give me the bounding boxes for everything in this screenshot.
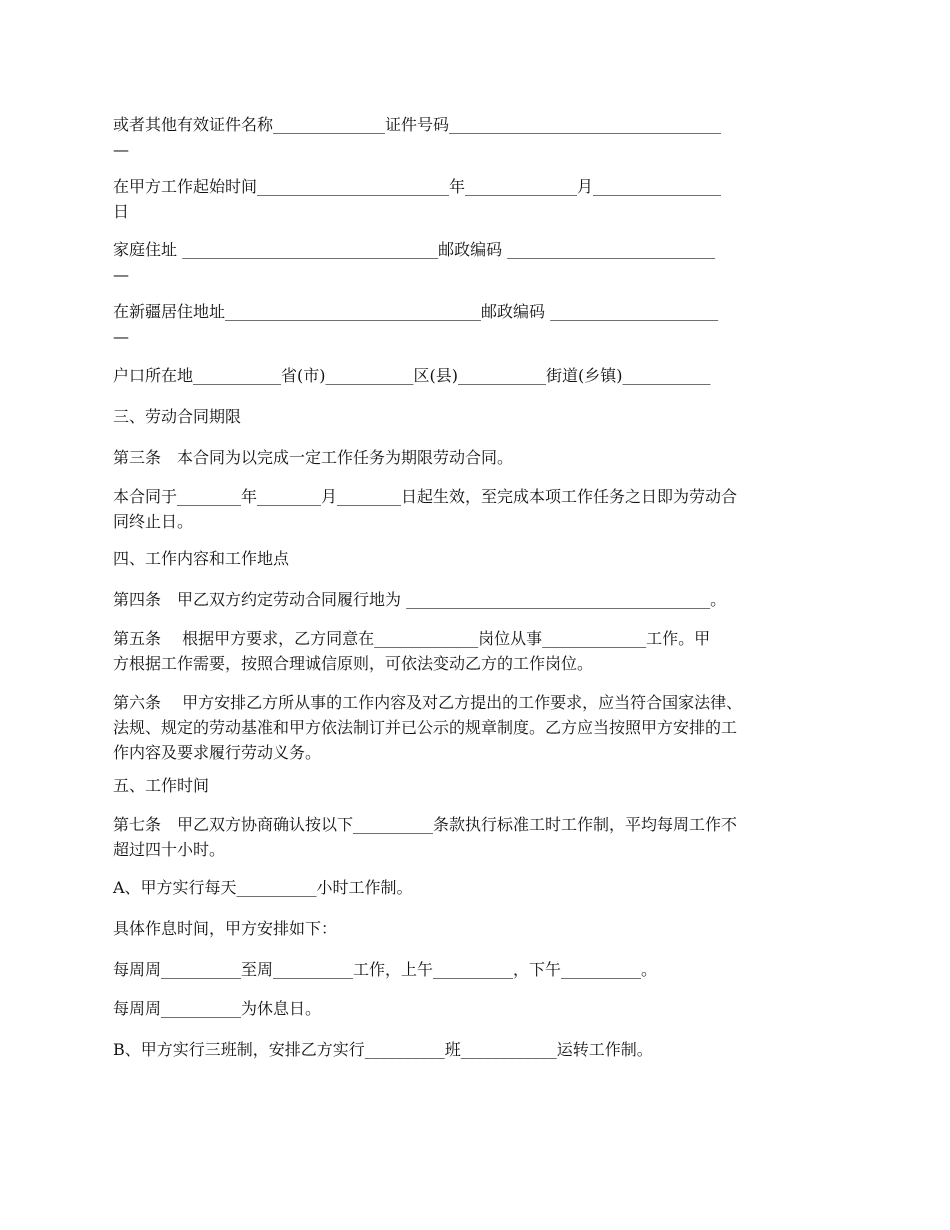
paragraph-start-date: 在甲方工作起始时间________________________年______________月________________ 日 [113,177,722,221]
article-3: 第三条 本合同为以完成一定工作任务为期限劳动合同。 [113,448,514,467]
weekly-schedule: 每周周__________至周__________工作，上午__________，下午__________。 [113,960,658,979]
paragraph-household-registration: 户口所在地___________省(市)___________区(县)___________街道(乡镇)___________ [113,366,711,385]
paragraph-id-document: 或者其他有效证件名称______________证件号码__________________________________ — [113,115,722,159]
paragraph-effective-date: 本合同于________年________月________日起生效，至完成本项工作任务之日即为劳动合 同终止日。 [113,487,738,531]
article-7: 第七条 甲乙双方协商确认按以下__________条款执行标准工时工作制，平均每周工作不 超过四十小时。 [113,815,738,859]
article-6: 第六条 甲方安排乙方所从事的工作内容及对乙方提出的工作要求，应当符合国家法律、 法规、规定的劳动基准和甲方依法制订并已公示的规章制度。乙方应当按照甲方安排的工 作内容及要求履行劳动义务。 [113,693,743,762]
article-5: 第五条 根据甲方要求，乙方同意在_____________岗位从事_____________工作。甲 方根据工作需要，按照合理诚信原则，可依法变动乙方的工作岗位。 [113,629,711,673]
option-a: A、甲方实行每天__________小时工作制。 [113,878,413,897]
paragraph-home-address: 家庭住址 ________________________________邮政编码 __________________________ — [113,240,716,284]
schedule-intro: 具体作息时间，甲方安排如下： [113,919,338,938]
option-b: B、甲方实行三班制，安排乙方实行__________班____________运转工作制。 [113,1040,653,1059]
section-heading-contract-term: 三、劳动合同期限 [113,407,242,426]
paragraph-xinjiang-address: 在新疆居住地址________________________________邮政编码 _____________________ — [113,302,719,346]
article-4: 第四条 甲乙双方约定劳动合同履行地为 ______________________________________。 [113,590,727,609]
section-heading-work-content: 四、工作内容和工作地点 [113,549,290,568]
rest-day: 每周周__________为休息日。 [113,999,322,1018]
section-heading-working-hours: 五、工作时间 [113,776,210,795]
